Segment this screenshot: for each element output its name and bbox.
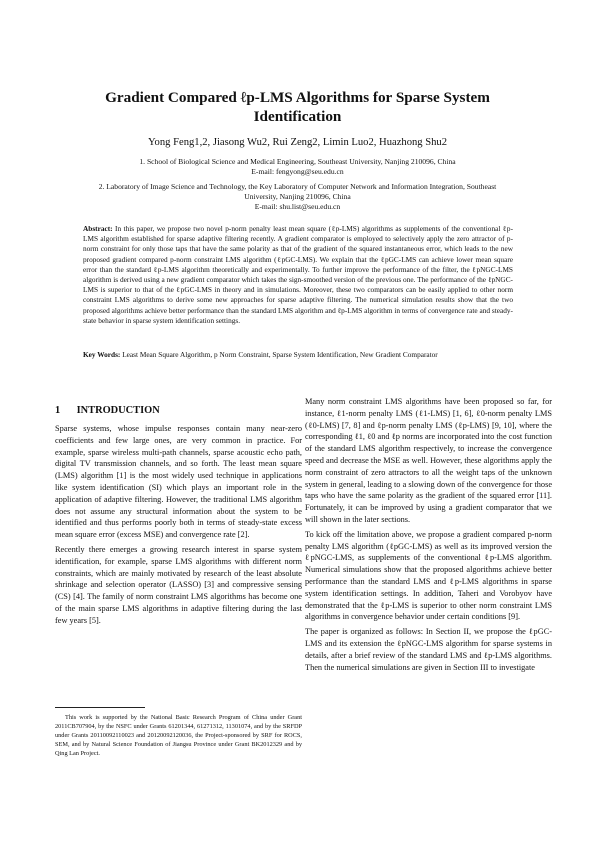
keywords-label: Key Words:: [83, 350, 121, 359]
abstract-label: Abstract:: [83, 224, 113, 233]
keywords-text: Least Mean Square Algorithm, p Norm Constraint, Sparse System Identification, New Gradient Comparator: [122, 350, 438, 359]
keywords: [83, 350, 513, 360]
funding-footnote: This work is supported by the National Basic Research Program of China under Grant 2011CB707904, by the NSFC under Grants 61201344, 61271312, 11301074, and by the SRFDP under Grants 20110092110023 and 20120092120036, the Project-sponsored by SRF for ROCS, SEM, and by Natural Science Foundation of Jiangsu Province under Grant BK2012329 and by Qing Lan Project.: [55, 714, 302, 757]
affiliation-1: [40, 157, 555, 177]
right-paragraph-3: The paper is organized as follows: In Section II, we propose the ℓpGC-LMS and its extension the ℓpNGC-LMS algorithm for sparse systems in details, after a brief review of the standard LMS and ℓp-LMS algorithms. Then the numerical simulations are given in Section III to investigate: [305, 627, 552, 672]
footnote-rule: [55, 707, 145, 708]
affiliation-2: [40, 182, 555, 212]
abstract: [83, 224, 513, 326]
paper-title: [60, 88, 535, 126]
title-line-1: Gradient Compared ℓp-LMS Algorithms for Sparse System: [105, 89, 490, 106]
affiliation-2-email: E-mail: shu.list@seu.edu.cn: [254, 202, 341, 211]
section-number: 1: [55, 405, 61, 416]
author-list: Yong Feng1,2, Jiasong Wu2, Rui Zeng2, Limin Luo2, Huazhong Shu2: [147, 137, 448, 148]
left-column: [55, 423, 302, 630]
title-line-2: Identification: [253, 108, 342, 125]
left-paragraph-2: Recently there emerges a growing research interest in sparse system identification, for example, sparse LMS algorithms with different norm constraints, which are mainly motivated by research of the least absolute shrinkage and selection operator (LASSO) [3] and compressive sensing (CS) [4]. The family of norm constraint LMS algorithms has become one of the main sparse LMS algorithms in adaptive filtering during the last few years [5].: [55, 544, 302, 625]
right-column: [305, 396, 552, 676]
affiliation-1-line-1: 1. School of Biological Science and Medical Engineering, Southeast University, Nanjing 210096, China: [139, 157, 456, 166]
affiliation-1-email: E-mail: fengyong@seu.edu.cn: [251, 167, 344, 176]
right-paragraph-1: Many norm constraint LMS algorithms have been proposed so far, for instance, ℓ1-norm penalty LMS (ℓ1-LMS) [1, 6], ℓ0-norm penalty LMS (ℓ0-LMS) [7, 8] and ℓp-norm penalty LMS (ℓp-LMS) [9, 10], where the corresponding ℓ1, ℓ0 and ℓp norms are incorporated into the cost function of the standard LMS algorithm respectively, to increase the convergence speed and decrease the MSE as well. However, these algorithms apply the norm constraint of zero attractors to all the weight taps of the unknown system in general, leading to a slowing down of the convergence for those taps who have the same polarity as the gradient of the squared error [11]. Fortunately, it can be improved by using a gradient comparator that we will shown in the later sections.: [305, 397, 552, 524]
left-paragraph-1: Sparse systems, whose impulse responses contain many near-zero coefficients and few large ones, are very common in practice. For example, sparse wireless multi-path channels, sparse acoustic echo path, digital TV transmission channels, and so forth. The least mean square (LMS) algorithm [1] is the most widely used technique in applications like system identification (SI) which plays an important role in the application of adaptive filtering. However, the traditional LMS algorithm does not assume any structural information about the system to be identified and thus performs poorly both in terms of steady-state excess mean square error (excess MSE) and convergence rate [2].: [55, 424, 302, 540]
affiliation-2-line-2: University, Nanjing 210096, China: [244, 192, 351, 201]
affiliation-2-line-1: 2. Laboratory of Image Science and Technology, the Key Laboratory of Computer Network and Information Integration, Southeast: [98, 182, 497, 191]
right-paragraph-2: To kick off the limitation above, we propose a gradient compared p-norm penalty LMS algorithm (ℓpGC-LMS) as well as its improved version the ℓpNGC-LMS, as supplements of the conventional ℓp-LMS algorithm. Numerical simulations show that the proposed algorithms achieve better performance than the standard LMS and ℓp-LMS algorithms in sparse system identification settings. In addition, Taheri and Vorobyov have demonstrated that the ℓp-LMS is superior to other norm constraint LMS algorithms in convergence behavior under certain conditions [9].: [305, 529, 552, 622]
section-heading-introduction: [55, 405, 160, 416]
section-title: INTRODUCTION: [76, 405, 160, 416]
abstract-text: In this paper, we propose two novel p-norm penalty least mean square (ℓp-LMS) algorithms as supplements of the conventional ℓp-LMS algorithm established for sparse adaptive filtering recently. A gradient comparator is employed to selectively apply the zero attractor of p-norm constraint for only those taps that have the same polarity as that of the gradient of the squared instantaneous error, which leads to the new proposed gradient compared p-norm constraint LMS algorithm (ℓpGC-LMS). We explain that the ℓpGC-LMS can achieve lower mean square error than the standard ℓp-LMS algorithm theoretically and experimentally. To further improve the performance of the filter, the ℓpNGC-LMS algorithm is derived using a new gradient comparator which takes the sign-smoothed version of the previous one. The performance of the ℓpNGC-LMS is superior to that of the ℓpGC-LMS in theory and in simulations. Moreover, these two comparators can be easily applied to other norm constraint LMS algorithms to derive some new approaches for sparse adaptive filtering. The numerical simulation results show that the two proposed algorithms achieve better performance than the standard LMS algorithm and ℓp-LMS algorithm in terms of convergence rate and steady-state behavior in sparse system identification settings.: [83, 224, 513, 325]
